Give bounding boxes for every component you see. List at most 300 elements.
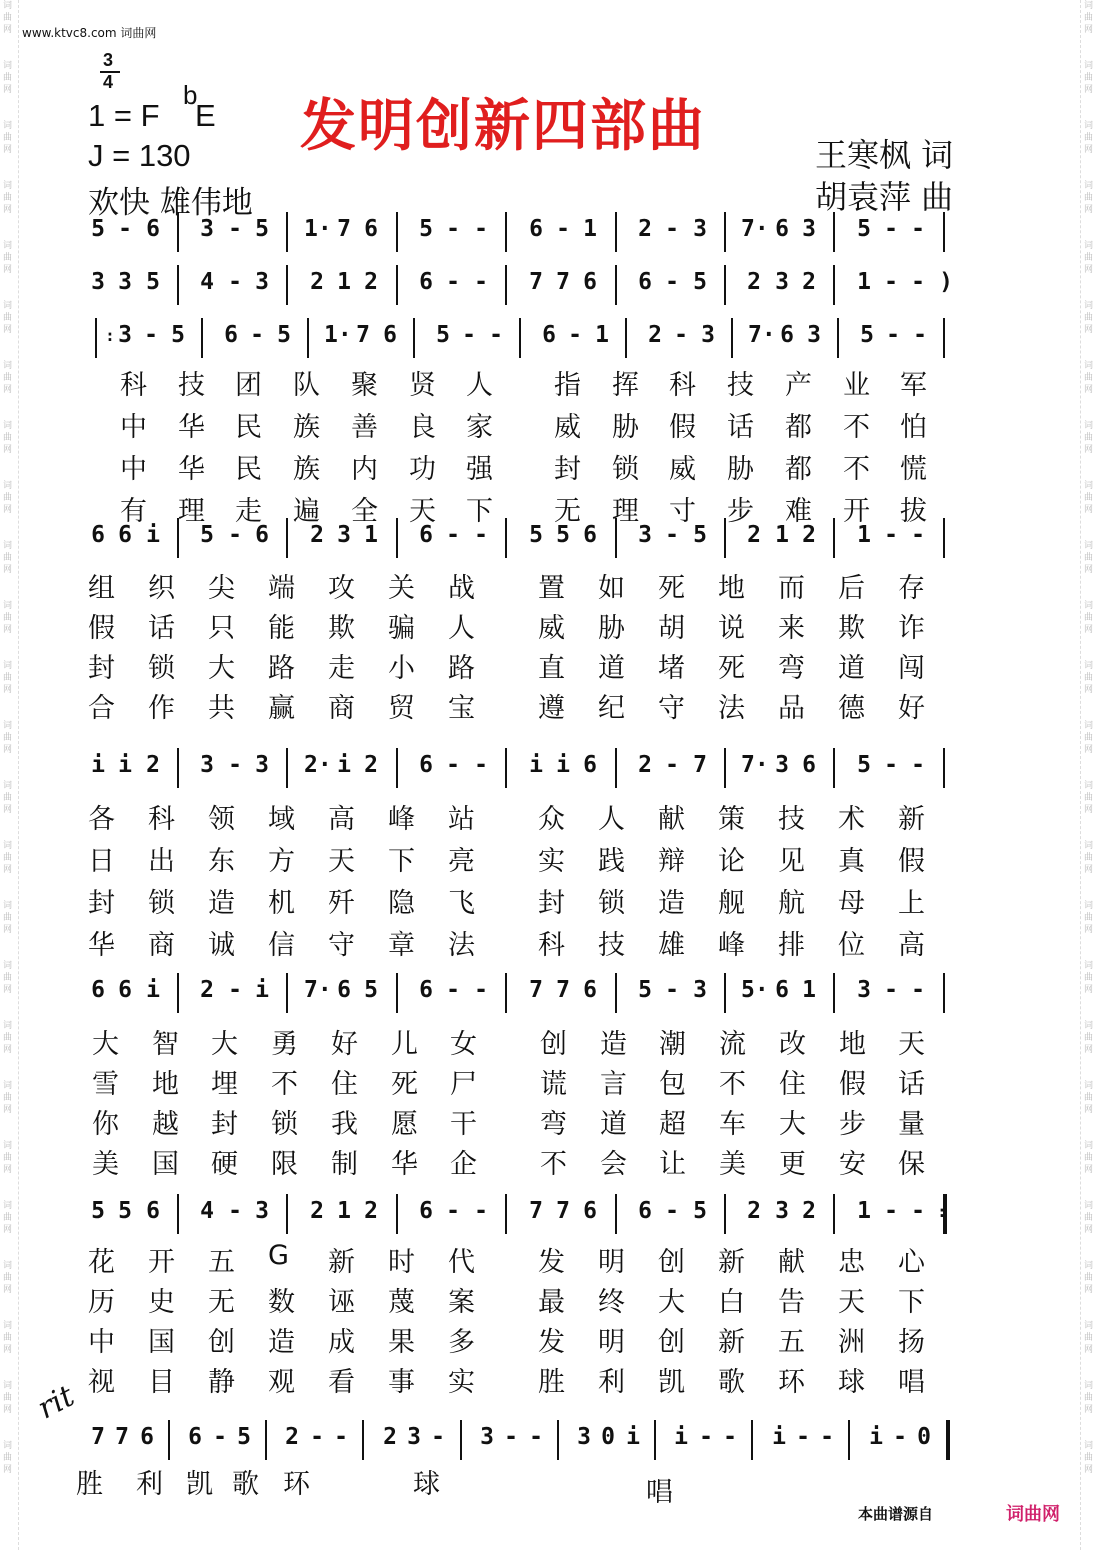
lyric-char: 白 bbox=[718, 1287, 745, 1318]
lyric-char: 只 bbox=[208, 613, 235, 644]
barline bbox=[396, 212, 398, 252]
lyric-char: 话 bbox=[148, 613, 175, 644]
note: 7 bbox=[115, 1424, 129, 1450]
barline bbox=[168, 1420, 170, 1460]
lyric-char: 天 bbox=[838, 1287, 865, 1318]
lyric-char: 团 bbox=[235, 370, 262, 401]
note: 3 bbox=[200, 216, 214, 242]
lyric-char: 科 bbox=[148, 804, 175, 835]
barline bbox=[396, 518, 398, 558]
note: 3 bbox=[638, 522, 652, 548]
lyric-char: 方 bbox=[268, 846, 295, 877]
lyric-char: 智 bbox=[152, 1029, 179, 1060]
note: - bbox=[474, 216, 488, 242]
note: 6 bbox=[638, 1198, 652, 1224]
lyric-char: 造 bbox=[600, 1029, 627, 1060]
note: i bbox=[869, 1424, 883, 1450]
lyric-char: 织 bbox=[148, 573, 175, 604]
lyric-char: 上 bbox=[898, 888, 925, 919]
lyric-char: 流 bbox=[719, 1029, 746, 1060]
lyric-char: 聚 bbox=[351, 370, 378, 401]
lyric-char: 创 bbox=[658, 1247, 685, 1278]
staff-line-8 bbox=[85, 1420, 965, 1460]
repeat-dots: : bbox=[937, 1202, 947, 1221]
lyric-char: 史 bbox=[148, 1287, 175, 1318]
note: 5 bbox=[529, 522, 543, 548]
lyric-line bbox=[0, 405, 1100, 443]
lyric-char: 峰 bbox=[718, 930, 745, 961]
note: 2 bbox=[747, 269, 761, 295]
ending-lyric-char: 胜 bbox=[76, 1469, 103, 1500]
lyric-char: 难 bbox=[785, 496, 812, 527]
note: 2 bbox=[364, 752, 378, 778]
lyric-char: 下 bbox=[898, 1287, 925, 1318]
lyric-char: 献 bbox=[658, 804, 685, 835]
lyric-char: 地 bbox=[152, 1069, 179, 1100]
note: 1 bbox=[364, 522, 378, 548]
note: - bbox=[474, 269, 488, 295]
note: 5 bbox=[200, 522, 214, 548]
note: 6 bbox=[118, 977, 132, 1003]
note: - bbox=[310, 1424, 324, 1450]
note: 3 bbox=[807, 322, 821, 348]
lyric-char: 拔 bbox=[900, 496, 927, 527]
lyric-char: 日 bbox=[88, 846, 115, 877]
barline bbox=[943, 518, 945, 558]
note: 1 bbox=[857, 1198, 871, 1224]
lyric-char: 蔑 bbox=[388, 1287, 415, 1318]
lyric-char: 家 bbox=[466, 412, 493, 443]
note: - bbox=[723, 1424, 737, 1450]
lyric-line bbox=[0, 1142, 1100, 1180]
lyric-char: 宝 bbox=[448, 693, 475, 724]
note: 3 bbox=[118, 269, 132, 295]
note: - bbox=[446, 977, 460, 1003]
lyric-char: 死 bbox=[718, 653, 745, 684]
lyric-char: 地 bbox=[718, 573, 745, 604]
barline bbox=[625, 318, 627, 358]
note: 6 bbox=[224, 322, 238, 348]
lyric-char: 慌 bbox=[900, 454, 927, 485]
site-url: www.ktvc8.com 词曲网 bbox=[22, 26, 157, 40]
note: 7· bbox=[741, 216, 769, 242]
lyric-char: 雪 bbox=[92, 1069, 119, 1100]
lyric-char: 道 bbox=[598, 653, 625, 684]
note: 6 bbox=[419, 977, 433, 1003]
lyric-char: 死 bbox=[658, 573, 685, 604]
lyric-char: 视 bbox=[88, 1367, 115, 1398]
note: - bbox=[884, 269, 898, 295]
lyric-char: 制 bbox=[331, 1149, 358, 1180]
note: 2 bbox=[310, 269, 324, 295]
note: - bbox=[911, 522, 925, 548]
lyric-char: 组 bbox=[88, 573, 115, 604]
barline bbox=[413, 318, 415, 358]
lyric-char: 天 bbox=[898, 1029, 925, 1060]
note: 6 bbox=[583, 269, 597, 295]
note: 6 bbox=[419, 752, 433, 778]
note: 2· bbox=[304, 752, 332, 778]
lyric-char: 合 bbox=[88, 693, 115, 724]
lyric-char: 步 bbox=[839, 1109, 866, 1140]
expression-mark: 欢快 雄伟地 bbox=[88, 185, 253, 221]
lyric-char: 商 bbox=[148, 930, 175, 961]
barline bbox=[751, 1420, 753, 1460]
note: 5 bbox=[146, 269, 160, 295]
barline bbox=[833, 265, 835, 305]
barline bbox=[946, 1420, 950, 1460]
note: 5 bbox=[638, 977, 652, 1003]
lyric-char: 弯 bbox=[540, 1109, 567, 1140]
note: 2 bbox=[200, 977, 214, 1003]
lyric-line bbox=[0, 1240, 1100, 1278]
lyric-char: 封 bbox=[88, 653, 115, 684]
lyric-char: 领 bbox=[208, 804, 235, 835]
lyric-char: 发 bbox=[538, 1327, 565, 1358]
barline bbox=[505, 518, 507, 558]
lyric-char: 技 bbox=[778, 804, 805, 835]
staff-line-1 bbox=[85, 212, 965, 252]
barline bbox=[286, 1194, 288, 1234]
barline bbox=[505, 973, 507, 1013]
barline bbox=[505, 265, 507, 305]
lyric-char: 大 bbox=[208, 653, 235, 684]
lyric-char: 诚 bbox=[208, 930, 235, 961]
note: 3 bbox=[857, 977, 871, 1003]
note: - bbox=[474, 977, 488, 1003]
barline bbox=[396, 748, 398, 788]
lyric-char: 超 bbox=[659, 1109, 686, 1140]
lyric-line bbox=[0, 1320, 1100, 1358]
note: 7 bbox=[356, 322, 370, 348]
lyric-line bbox=[0, 363, 1100, 401]
barline bbox=[833, 748, 835, 788]
note: 0 bbox=[601, 1424, 615, 1450]
lyric-char: 歌 bbox=[718, 1367, 745, 1398]
note: 5 bbox=[857, 752, 871, 778]
note: - bbox=[699, 1424, 713, 1450]
lyric-char: 技 bbox=[727, 370, 754, 401]
note: 5 bbox=[857, 216, 871, 242]
lyric-char: 下 bbox=[466, 496, 493, 527]
lyric-char: 众 bbox=[538, 804, 565, 835]
note: 6 bbox=[255, 522, 269, 548]
lyric-char: 锁 bbox=[598, 888, 625, 919]
note: 5 bbox=[693, 1198, 707, 1224]
time-signature-bottom: 4 bbox=[103, 72, 114, 92]
lyric-char: 路 bbox=[448, 653, 475, 684]
note: 3 bbox=[255, 1198, 269, 1224]
lyric-char: 有 bbox=[120, 496, 147, 527]
lyric-char: 言 bbox=[600, 1069, 627, 1100]
lyric-char: 造 bbox=[208, 888, 235, 919]
lyric-line bbox=[0, 1062, 1100, 1100]
lyric-char: 封 bbox=[211, 1109, 238, 1140]
lyric-char: 都 bbox=[785, 454, 812, 485]
lyric-char: 胁 bbox=[612, 412, 639, 443]
lyric-char: 术 bbox=[838, 804, 865, 835]
lyric-char: 天 bbox=[328, 846, 355, 877]
note: 5 bbox=[277, 322, 291, 348]
lyric-line bbox=[0, 566, 1100, 604]
note: - bbox=[911, 269, 925, 295]
staff-line-2 bbox=[85, 265, 965, 305]
lyric-char: 多 bbox=[448, 1327, 475, 1358]
note: 6 bbox=[638, 269, 652, 295]
lyric-char: 技 bbox=[178, 370, 205, 401]
note: 2 bbox=[802, 522, 816, 548]
lyric-char: 静 bbox=[208, 1367, 235, 1398]
barline bbox=[396, 1194, 398, 1234]
note: - bbox=[228, 977, 242, 1003]
lyric-char: 果 bbox=[388, 1327, 415, 1358]
note: 6 bbox=[583, 1198, 597, 1224]
lyric-char: 人 bbox=[448, 613, 475, 644]
lyric-char: 美 bbox=[719, 1149, 746, 1180]
lyric-char: 站 bbox=[448, 804, 475, 835]
lyric-char: 位 bbox=[838, 930, 865, 961]
barline bbox=[731, 318, 733, 358]
barline bbox=[505, 212, 507, 252]
lyric-char: 遵 bbox=[538, 693, 565, 724]
lyric-char: 大 bbox=[658, 1287, 685, 1318]
right-margin-line bbox=[1080, 0, 1081, 1550]
lyric-char: 见 bbox=[778, 846, 805, 877]
key-signature: 1 = F bbox=[88, 98, 160, 133]
note: 3 bbox=[255, 752, 269, 778]
note: i bbox=[556, 752, 570, 778]
lyric-char: 指 bbox=[554, 370, 581, 401]
lyric-char: 高 bbox=[328, 804, 355, 835]
lyric-char: 开 bbox=[148, 1247, 175, 1278]
lyric-char: 改 bbox=[779, 1029, 806, 1060]
lyric-char: 不 bbox=[540, 1149, 567, 1180]
note: i bbox=[118, 752, 132, 778]
lyric-line bbox=[0, 606, 1100, 644]
note: i bbox=[337, 752, 351, 778]
page-title: 发明创新四部曲 bbox=[300, 94, 706, 159]
lyric-char: 亮 bbox=[448, 846, 475, 877]
note: 3 bbox=[91, 269, 105, 295]
lyric-char: 心 bbox=[898, 1247, 925, 1278]
note: - bbox=[884, 977, 898, 1003]
note: 7 bbox=[693, 752, 707, 778]
lyric-char: 下 bbox=[388, 846, 415, 877]
lyric-char: 地 bbox=[839, 1029, 866, 1060]
lyric-char: 关 bbox=[388, 573, 415, 604]
lyric-char: 限 bbox=[271, 1149, 298, 1180]
note: 6 bbox=[364, 216, 378, 242]
note: 2 bbox=[383, 1424, 397, 1450]
lyric-char: 法 bbox=[448, 930, 475, 961]
lyric-char: 而 bbox=[778, 573, 805, 604]
right-watermark: 词 曲 网 词 曲 网 词 曲 网 词 曲 网 词 曲 网 词 曲 网 词 曲 网 词 曲 网 词 曲 网 词 曲 网 词 曲 网 词 曲 网 词 曲 网 词 曲 网 词 曲 网 词 曲 网 词 曲 网 词 曲 网 词 曲 网 词 曲 网 词 曲 网 词 曲 网 词 曲 网 词 曲 网 词 曲 网 bbox=[1084, 1, 1094, 1475]
lyric-char: 勇 bbox=[271, 1029, 298, 1060]
lyric-char: 隐 bbox=[388, 888, 415, 919]
note: - bbox=[665, 977, 679, 1003]
lyric-char: 闯 bbox=[898, 653, 925, 684]
note: 6 bbox=[91, 522, 105, 548]
note: - bbox=[118, 216, 132, 242]
lyric-char: 华 bbox=[178, 454, 205, 485]
note: - bbox=[474, 752, 488, 778]
lyric-char: 赢 bbox=[268, 693, 295, 724]
lyric-char: 良 bbox=[409, 412, 436, 443]
note: 5 bbox=[255, 216, 269, 242]
lyric-char: 欺 bbox=[838, 613, 865, 644]
staff-line-7 bbox=[85, 1194, 965, 1234]
note: 6 bbox=[583, 977, 597, 1003]
lyric-char: 封 bbox=[88, 888, 115, 919]
lyric-char: 论 bbox=[718, 846, 745, 877]
lyric-char: 各 bbox=[88, 804, 115, 835]
note: 3 bbox=[775, 752, 789, 778]
barline bbox=[519, 318, 521, 358]
lyric-char: 扬 bbox=[898, 1327, 925, 1358]
barline bbox=[848, 1420, 850, 1460]
lyric-char: 成 bbox=[328, 1327, 355, 1358]
ending-lyric-char: 唱 bbox=[646, 1477, 673, 1508]
note: 6 bbox=[775, 977, 789, 1003]
lyric-char: 实 bbox=[448, 1367, 475, 1398]
lyric-char: 威 bbox=[669, 454, 696, 485]
lyric-char: 步 bbox=[727, 496, 754, 527]
note: 7 bbox=[529, 977, 543, 1003]
lyric-char: 发 bbox=[538, 1247, 565, 1278]
lyric-char: 域 bbox=[268, 804, 295, 835]
note: i bbox=[91, 752, 105, 778]
lyric-char: 忠 bbox=[838, 1247, 865, 1278]
key-flat: b bbox=[183, 80, 198, 110]
note: 5· bbox=[741, 977, 769, 1003]
note: 2 bbox=[364, 269, 378, 295]
lyric-char: 假 bbox=[88, 613, 115, 644]
note: 2 bbox=[747, 522, 761, 548]
lyric-char: 骗 bbox=[388, 613, 415, 644]
barline bbox=[177, 748, 179, 788]
lyric-char: 包 bbox=[659, 1069, 686, 1100]
note: 5 bbox=[860, 322, 874, 348]
lyric-char: 贸 bbox=[388, 693, 415, 724]
lyric-char: 产 bbox=[785, 370, 812, 401]
lyric-char: 代 bbox=[448, 1247, 475, 1278]
lyric-char: 不 bbox=[843, 454, 870, 485]
lyric-char: 死 bbox=[391, 1069, 418, 1100]
lyric-char: 明 bbox=[598, 1247, 625, 1278]
lyric-char: 时 bbox=[388, 1247, 415, 1278]
note: 2 bbox=[648, 322, 662, 348]
note: 5 bbox=[556, 522, 570, 548]
staff-line-4 bbox=[85, 518, 965, 558]
staff-line-6 bbox=[85, 973, 965, 1013]
note: - bbox=[213, 1424, 227, 1450]
note: 7· bbox=[304, 977, 332, 1003]
lyric-char: 善 bbox=[351, 412, 378, 443]
note: i bbox=[255, 977, 269, 1003]
lyric-char: 都 bbox=[785, 412, 812, 443]
lyric-char: 话 bbox=[727, 412, 754, 443]
lyricist-credit: 王寒枫 词 bbox=[815, 136, 954, 174]
lyric-line bbox=[0, 1280, 1100, 1318]
lyric-char: 历 bbox=[88, 1287, 115, 1318]
note: 3 bbox=[577, 1424, 591, 1450]
lyric-char: 威 bbox=[554, 412, 581, 443]
barline bbox=[615, 748, 617, 788]
lyric-char: 保 bbox=[898, 1149, 925, 1180]
note: 4 bbox=[200, 269, 214, 295]
lyric-char: 贤 bbox=[409, 370, 436, 401]
note: 7· bbox=[741, 752, 769, 778]
note: i bbox=[529, 752, 543, 778]
lyric-char: 人 bbox=[598, 804, 625, 835]
barline bbox=[286, 265, 288, 305]
note: 3 bbox=[693, 977, 707, 1003]
lyric-char: 人 bbox=[466, 370, 493, 401]
lyric-char: 歼 bbox=[328, 888, 355, 919]
lyric-char: 中 bbox=[88, 1327, 115, 1358]
lyric-char: 如 bbox=[598, 573, 625, 604]
lyric-line bbox=[0, 686, 1100, 724]
lyric-line bbox=[0, 447, 1100, 485]
note: - bbox=[568, 322, 582, 348]
barline bbox=[943, 212, 945, 252]
ending-lyric-char: 凯 bbox=[186, 1469, 213, 1500]
lyric-char: 国 bbox=[148, 1327, 175, 1358]
note: 4 bbox=[200, 1198, 214, 1224]
note: - bbox=[334, 1424, 348, 1450]
lyric-char: 来 bbox=[778, 613, 805, 644]
lyric-char: G bbox=[268, 1240, 289, 1271]
lyric-char: 出 bbox=[148, 846, 175, 877]
note: 5 bbox=[237, 1424, 251, 1450]
lyric-char: 路 bbox=[268, 653, 295, 684]
barline bbox=[362, 1420, 364, 1460]
lyric-char: 开 bbox=[843, 496, 870, 527]
lyric-char: 峰 bbox=[388, 804, 415, 835]
lyric-char: 我 bbox=[331, 1109, 358, 1140]
lyric-char: 商 bbox=[328, 693, 355, 724]
barline bbox=[396, 265, 398, 305]
note: - bbox=[228, 216, 242, 242]
lyric-char: 尖 bbox=[208, 573, 235, 604]
lyric-char: 舰 bbox=[718, 888, 745, 919]
note: 7 bbox=[556, 977, 570, 1003]
barline bbox=[724, 1194, 726, 1234]
barline bbox=[201, 318, 203, 358]
lyric-char: 安 bbox=[839, 1149, 866, 1180]
note: - bbox=[911, 1198, 925, 1224]
note: i bbox=[626, 1424, 640, 1450]
note: 6 bbox=[91, 977, 105, 1003]
lyric-char: 章 bbox=[388, 930, 415, 961]
lyric-char: 谎 bbox=[540, 1069, 567, 1100]
barline bbox=[943, 318, 945, 358]
lyric-char: 战 bbox=[448, 573, 475, 604]
lyric-char: 后 bbox=[838, 573, 865, 604]
barline bbox=[286, 518, 288, 558]
note: - bbox=[474, 522, 488, 548]
lyric-char: 利 bbox=[598, 1367, 625, 1398]
note: - bbox=[446, 752, 460, 778]
note: 1 bbox=[337, 1198, 351, 1224]
note: 2 bbox=[638, 216, 652, 242]
note: 1 bbox=[857, 269, 871, 295]
lyric-char: 走 bbox=[235, 496, 262, 527]
lyric-char: 诬 bbox=[328, 1287, 355, 1318]
lyric-line bbox=[0, 489, 1100, 527]
lyric-char: 航 bbox=[778, 888, 805, 919]
note: - bbox=[228, 1198, 242, 1224]
